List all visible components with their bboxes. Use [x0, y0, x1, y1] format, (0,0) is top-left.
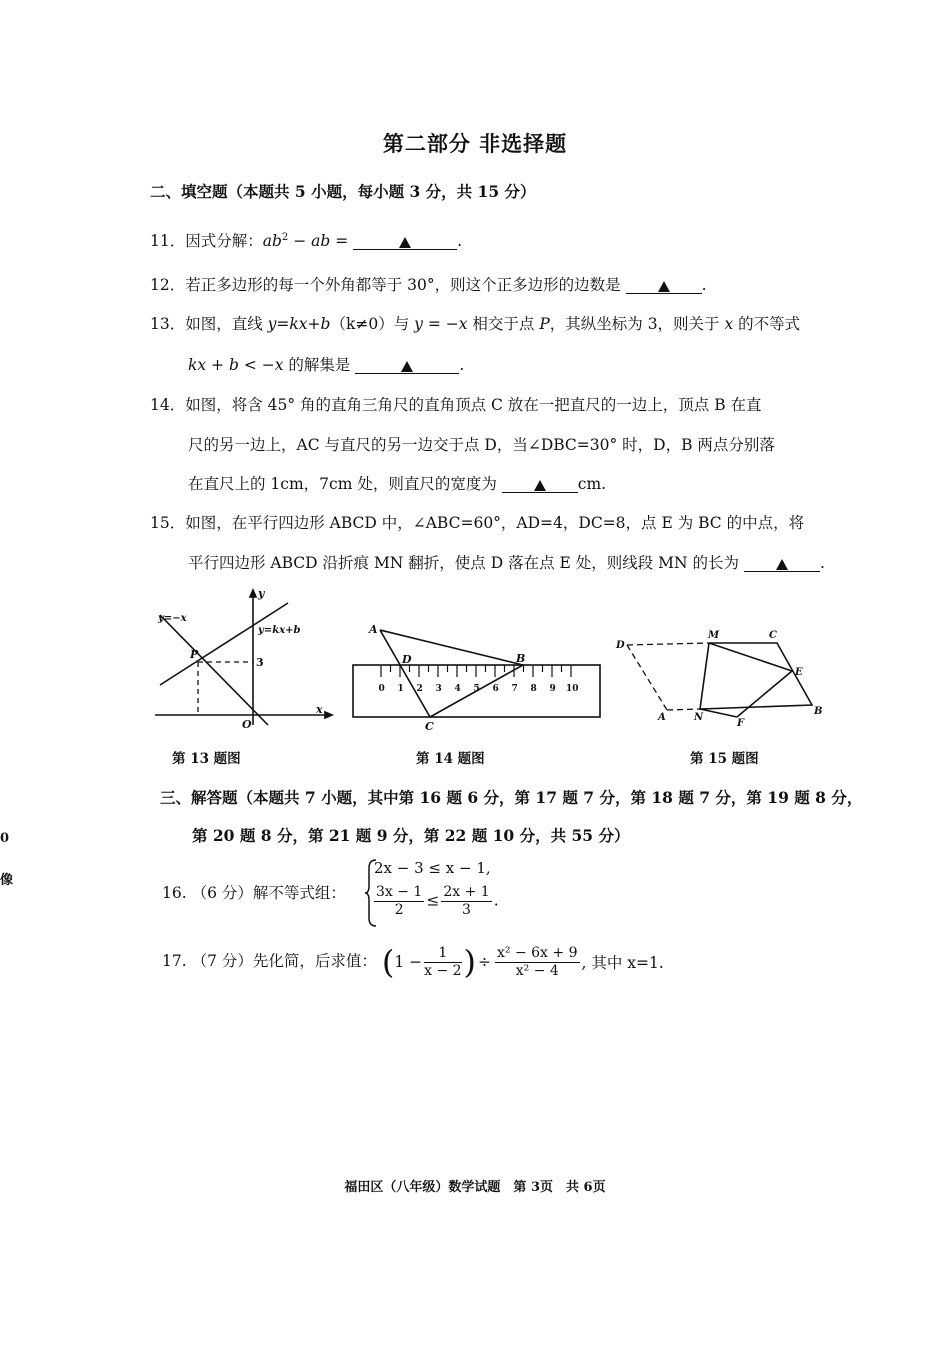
label-a: A: [369, 623, 378, 636]
section-3-heading-line-1: 三、解答题（本题共 7 小题，其中第 16 题 6 分，第 17 题 7 分，第 18 题 7 分，第 19 题 8 分，: [160, 788, 863, 807]
q12-number: 12．: [150, 276, 186, 294]
question-14-line-2: 尺的另一边上，AC 与直尺的另一边交于点 D，当∠DBC=30° 时，D，B 两点分别落: [188, 436, 775, 454]
figure-14: [345, 615, 605, 735]
ruler-tick-label: 1: [397, 684, 404, 694]
section-3-heading-line-2: 第 20 题 8 分，第 21 题 9 分，第 22 题 10 分，共 55 分）: [192, 826, 630, 845]
q13-end: .: [459, 356, 465, 374]
x-axis-arrow-icon: [325, 712, 332, 718]
q11-number: 11．: [150, 232, 186, 250]
q15-text-2: 平行四边形 ABCD 沿折痕 MN 翻折，使点 D 落在点 E 处，则线段 MN 的长为: [188, 554, 740, 572]
question-14-line-1: [150, 393, 762, 415]
q11-expr-c: − ab =: [288, 232, 354, 250]
q14-text-3: 在直尺上的 1cm，7cm 处，则直尺的宽度为: [188, 475, 497, 493]
q15-end: .: [819, 554, 825, 572]
q11-answer-blank[interactable]: [353, 233, 457, 250]
line-y-neg-x: [160, 615, 268, 725]
q11-expr-a: ab: [262, 232, 282, 250]
label-c: C: [769, 630, 777, 641]
ruler-ticks: [381, 665, 571, 677]
label-y: y: [258, 587, 265, 600]
section-2-heading: 二、填空题（本题共 5 小题，每小题 3 分，共 15 分）: [150, 182, 536, 201]
q17-one-minus: 1 −: [394, 953, 423, 971]
q11-expr-b: 2: [281, 231, 289, 243]
margin-mark-1: 0: [0, 831, 10, 846]
label-f: F: [737, 718, 745, 729]
q16-frac1-numerator: 3x − 1: [376, 884, 423, 900]
q16-le: ≤: [426, 891, 440, 910]
question-15-line-1: [150, 511, 804, 533]
label-line-neg-x: y=−x: [158, 613, 187, 624]
ruler-tick-label: 2: [416, 684, 423, 694]
q13-answer-blank[interactable]: [355, 357, 459, 374]
ruler-tick-label: 4: [454, 684, 461, 694]
dashed-dm: [627, 643, 709, 645]
dashed-an: [667, 709, 700, 710]
question-16: [162, 881, 346, 903]
y-axis-arrow-icon: [250, 590, 256, 597]
figure-15-caption: 第 15 题图: [690, 751, 759, 767]
left-paren-icon: (: [381, 943, 395, 981]
question-11: [150, 229, 462, 251]
q16-frac2-numerator: 2x + 1: [443, 884, 490, 900]
label-3: 3: [256, 656, 264, 669]
question-14-line-3: [188, 472, 606, 494]
q16-frac2-denominator: 3: [462, 902, 471, 918]
q15-text-1: 如图，在平行四边形 ABCD 中，∠ABC=60°，AD=4，DC=8，点 E 为 BC 的中点，将: [185, 514, 805, 532]
q13-number: 13．: [150, 315, 186, 333]
q13-inequality: kx + b < −x: [188, 356, 284, 374]
ruler-tick-label: 3: [435, 684, 442, 694]
label-c: C: [425, 720, 434, 733]
q13-text-a: 如图，直线: [185, 315, 268, 333]
ruler-tick-labels: [379, 684, 579, 694]
q14-number: 14．: [150, 396, 186, 414]
q16-number: 16.: [162, 884, 187, 902]
label-line-kx-b: y=kx+b: [258, 625, 301, 636]
ruler-tick-label: 7: [511, 684, 518, 694]
q17-f2-denominator: x² − 4: [515, 962, 559, 979]
q11-text: 因式分解：: [185, 232, 263, 250]
label-b: B: [516, 652, 526, 665]
q13-point-p: P: [539, 315, 550, 333]
ruler-tick-label: 9: [549, 684, 556, 694]
q16-inequality-2: [372, 884, 499, 919]
question-17: [162, 943, 664, 981]
label-p: P: [190, 648, 199, 661]
margin-mark-2: 像: [0, 873, 14, 888]
segment-ef: [737, 671, 792, 717]
q12-answer-blank[interactable]: [626, 277, 702, 294]
question-13-line-1: [150, 312, 800, 334]
q16-fraction-1: [374, 884, 424, 919]
q17-fraction-2: [495, 945, 579, 980]
triangle-icon: [658, 281, 670, 292]
q13-text-b2: 的解集是: [283, 356, 351, 374]
figure-13: [150, 585, 340, 730]
label-d: D: [616, 640, 625, 651]
label-d: D: [402, 653, 412, 666]
q17-fraction-1: [424, 945, 461, 980]
ruler-tick-label: 0: [378, 684, 385, 694]
q16-inequality-1: 2x − 3 ≤ x − 1,: [374, 859, 491, 877]
q13-text-g: ，其纵坐标为 3，则关于: [549, 315, 725, 333]
q13-text-i: 的不等式: [733, 315, 801, 333]
triangle-icon: [401, 361, 413, 372]
q17-text: （7 分）先化简，后求值：: [191, 952, 377, 970]
label-e: E: [795, 667, 803, 678]
q14-unit: cm.: [577, 475, 607, 493]
triangle-abc: [380, 630, 526, 717]
figure-15: [612, 625, 827, 730]
dashed-da: [627, 645, 667, 710]
question-13-line-2: [188, 353, 464, 375]
question-12: [150, 273, 707, 295]
q16-fraction-2: [441, 884, 491, 919]
label-a: A: [658, 712, 666, 723]
q17-f1-numerator: 1: [424, 945, 461, 963]
q13-text-e: 相交于点: [467, 315, 540, 333]
q11-end: .: [457, 232, 463, 250]
q17-f1-denominator: x − 2: [424, 962, 462, 979]
q13-text-c: （k≠0）与: [330, 315, 415, 333]
ruler-tick-label: 8: [530, 684, 537, 694]
q15-number: 15．: [150, 514, 186, 532]
label-n: N: [694, 712, 704, 723]
q13-line-eq: y=kx+b: [267, 315, 331, 333]
q17-tail: , 其中 x=1.: [581, 954, 664, 972]
right-paren-icon: ): [463, 943, 477, 981]
label-o: O: [242, 718, 252, 730]
label-x: x: [316, 703, 323, 716]
triangle-icon: [776, 559, 788, 570]
triangle-icon: [399, 237, 411, 248]
q15-answer-blank[interactable]: [744, 555, 820, 572]
page-title: 第二部分 非选择题: [382, 131, 568, 156]
q16-end: .: [493, 891, 499, 910]
figure-14-caption: 第 14 题图: [416, 751, 485, 767]
q17-f2-numerator: x² − 6x + 9: [497, 944, 578, 961]
q17-divide: ÷: [478, 953, 492, 971]
figure-13-caption: 第 13 题图: [172, 751, 241, 767]
question-15-line-2: [188, 551, 825, 573]
label-m: M: [708, 630, 720, 641]
triangle-icon: [534, 480, 546, 491]
label-b: B: [814, 706, 823, 717]
q13-var-x: x: [724, 315, 734, 333]
q12-end: .: [701, 276, 707, 294]
page-footer: 福田区（八年级）数学试题 第 3页 共 6页: [344, 1180, 606, 1195]
q12-text: 若正多边形的每一个外角都等于 30°，则这个正多边形的边数是: [185, 276, 621, 294]
q17-number: 17.: [162, 952, 187, 970]
q16-text: （6 分）解不等式组：: [191, 884, 346, 902]
segment-nf: [700, 709, 737, 717]
ruler-tick-label: 10: [566, 684, 579, 694]
q14-text-1: 如图，将含 45° 角的直角三角尺的直角顶点 C 放在一把直尺的一边上，顶点 B 在直: [185, 396, 762, 414]
ruler-tick-label: 5: [473, 684, 480, 694]
q14-answer-blank[interactable]: [502, 476, 578, 493]
q13-line-eq2: y = −x: [414, 315, 468, 333]
ruler-tick-label: 6: [492, 684, 499, 694]
q16-frac1-denominator: 2: [394, 902, 404, 918]
